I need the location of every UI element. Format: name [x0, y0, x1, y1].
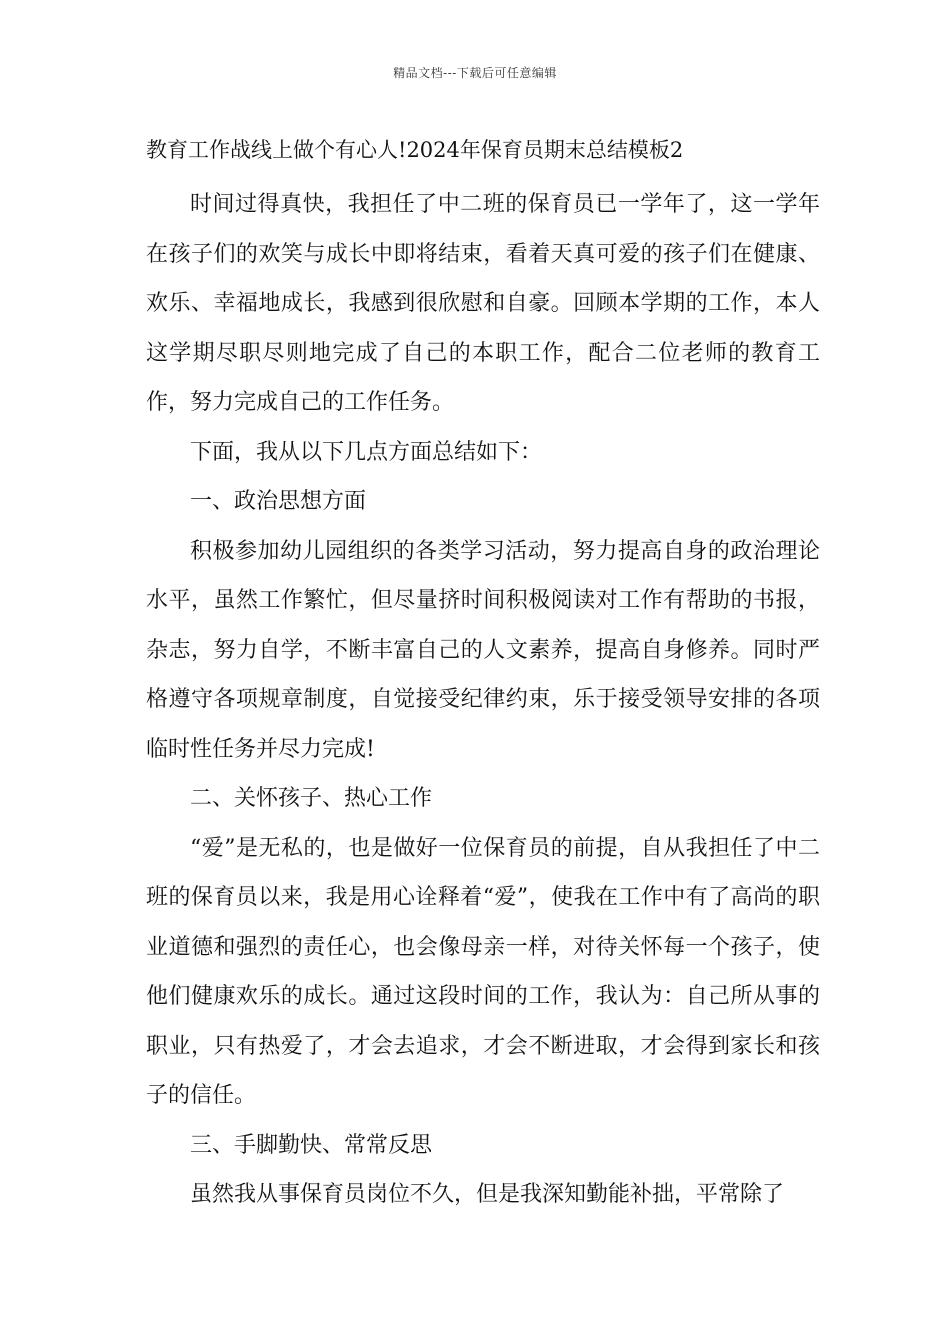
section-heading-care: 二、关怀孩子、热心工作 — [190, 786, 433, 811]
section-heading-diligence: 三、手脚勤快、常常反思 — [190, 1132, 433, 1158]
paragraph-summary-lead: 下面，我从以下几点方面总结如下： — [190, 439, 543, 465]
section-heading-politics: 一、政治思想方面 — [190, 489, 367, 514]
document-title: 教育工作战线上做个有心人!2024年保育员期末总结模板2 — [146, 138, 684, 162]
paragraph-politics: 积极参加幼儿园组织的各类学习活动，努力提高自身的政治理论水平，虽然工作繁忙，但尽量挤时间积极阅读对工作有帮助的书报，杂志，努力自学，不断丰富自己的人文素养，提高自身修养。同时严格遵守各项规章制度，自觉接受纪律约束，乐于接受领导安排的各项临时性任务并尽力完成! — [146, 538, 820, 762]
paragraph-diligence: 虽然我从事保育员岗位不久，但是我深知勤能补拙，平常除了 — [190, 1182, 785, 1207]
paragraph-care: “爱”是无私的，也是做好一位保育员的前提，自从我担任了中二班的保育员以来，我是用心诠释着“爱”，使我在工作中有了高尚的职业道德和强烈的责任心，也会像母亲一样，对待关怀每一个孩子，使他们健康欢乐的成长。通过这段时间的工作，我认为：自己所从事的职业，只有热爱了，才会去追求，才会不断进取，才会得到家长和孩子的信任。 — [146, 835, 820, 1108]
paragraph-intro: 时间过得真快，我担任了中二班的保育员已一学年了，这一学年在孩子们的欢笑与成长中即将结束，看着天真可爱的孩子们在健康、欢乐、幸福地成长，我感到很欣慰和自豪。回顾本学期的工作，本人这学期尽职尽则地完成了自己的本职工作，配合二位老师的教育工作，努力完成自己的工作任务。 — [146, 192, 820, 415]
document-body — [146, 180, 820, 1220]
page-header: 精品文档---下载后可任意编辑 — [393, 66, 557, 80]
